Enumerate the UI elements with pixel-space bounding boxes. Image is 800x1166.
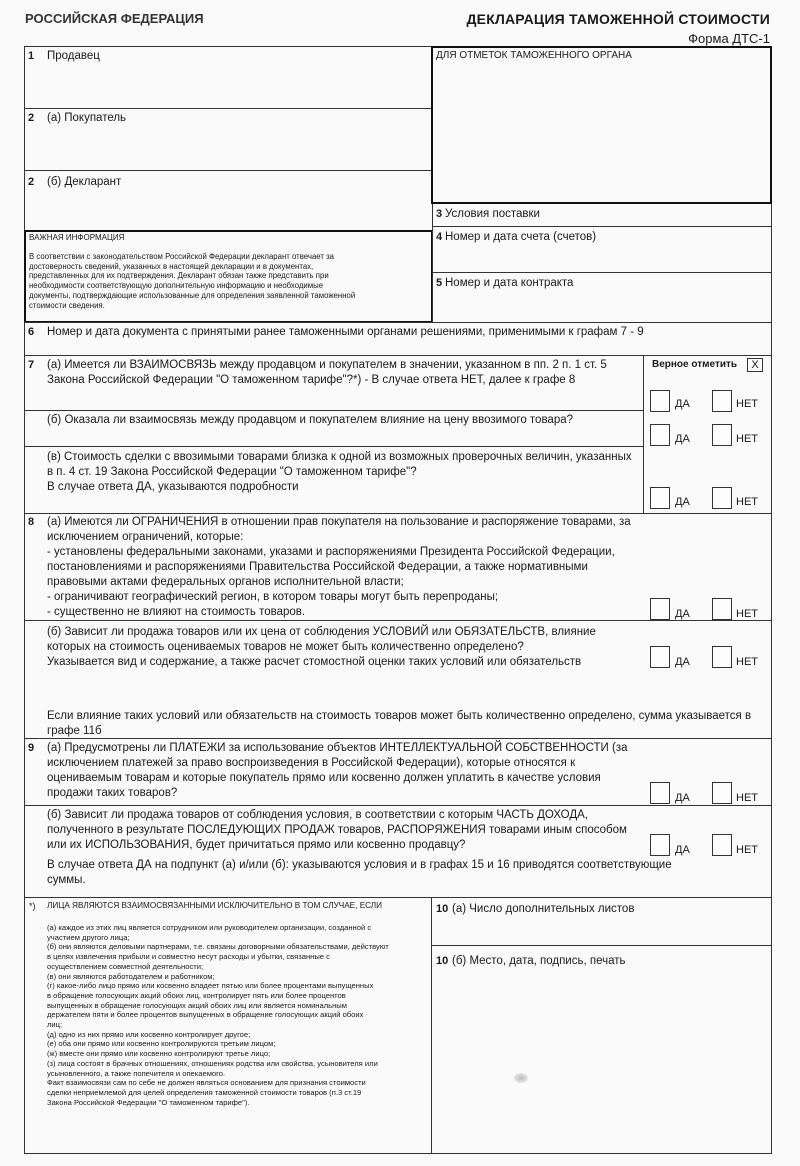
text-line: Факт взаимосвязи сам по себе не должен являться основанием для признания стоимости xyxy=(47,1078,366,1088)
text-line: сделки неприемлемой для целей определения таможенной стоимости товаров (п.3 ст.19 xyxy=(47,1087,362,1097)
checkbox-8b-yes[interactable] xyxy=(650,646,670,668)
section-9-note xyxy=(47,858,672,888)
checkbox-9a-yes[interactable] xyxy=(650,782,670,804)
yes-label: ДА xyxy=(675,608,690,620)
text-line: (а) Имеются ли ОГРАНИЧЕНИЯ в отношении прав покупателя на пользование и распоряжение товарами, за xyxy=(47,516,631,528)
divider xyxy=(24,322,772,323)
text-line: усыновленного, а также попечителя и опекаемого. xyxy=(47,1068,226,1078)
text-line: продажи таких товаров? xyxy=(47,787,178,799)
section-7c-text xyxy=(47,450,632,495)
buyer-field[interactable] xyxy=(28,126,428,168)
checkbox-7a-yes[interactable] xyxy=(650,390,670,412)
divider xyxy=(24,513,772,514)
yes-label: ДА xyxy=(675,656,690,668)
field-1-number: 1 xyxy=(28,50,35,62)
form-number: Форма ДТС-1 xyxy=(688,31,770,46)
footnote-marker: *) xyxy=(29,901,36,911)
text-line: исключением ограничений, которые: xyxy=(47,531,244,543)
text-line: стоимости сведения. xyxy=(29,300,105,310)
text-line: - установлены федеральными законами, указами и распоряжениями Президента Российской Федерации, xyxy=(47,546,615,558)
divider xyxy=(24,170,432,171)
field-10b-number: 10 xyxy=(436,955,449,967)
checkbox-8a-no[interactable] xyxy=(712,598,732,620)
yes-label: ДА xyxy=(675,792,690,804)
text-line: исключением платежей за право воспроизведения в Российской Федерации), которые относятся к xyxy=(47,757,576,769)
yes-label: ДА xyxy=(675,433,690,445)
field-2a-label: (а) Покупатель xyxy=(47,112,127,124)
section-9-number: 9 xyxy=(28,742,35,754)
field-2b-label: (б) Декларант xyxy=(47,176,122,188)
text-line: достоверность сведений, указанных в настоящей декларации и в документах, xyxy=(29,261,314,271)
divider xyxy=(24,620,772,621)
divider xyxy=(24,738,772,739)
text-line: лиц; xyxy=(47,1020,63,1030)
no-label: НЕТ xyxy=(736,496,758,508)
text-line: (б) Оказала ли взаимосвязь между продавцом и покупателем влияние на цену ввозимого товара? xyxy=(47,414,574,426)
text-line: - ограничивают географический регион, в котором товары могут быть перепроданы; xyxy=(47,591,499,603)
text-line: в п. 4 ст. 19 Закона Российской Федерации "О таможенном тарифе"? xyxy=(47,466,417,478)
text-line: участием другого лица; xyxy=(47,932,130,942)
section-7b-text xyxy=(47,413,573,428)
important-info-title: ВАЖНАЯ ИНФОРМАЦИЯ xyxy=(29,233,125,242)
no-label: НЕТ xyxy=(736,608,758,620)
divider xyxy=(24,446,643,447)
field-10a-number: 10 xyxy=(436,903,449,915)
text-line: графе 11б xyxy=(47,725,102,737)
text-line: Закона Российской Федерации "О таможенном тарифе"?*) - В случае ответа НЕТ, далее к графе 8 xyxy=(47,374,576,386)
checkbox-9b-yes[interactable] xyxy=(650,834,670,856)
no-label: НЕТ xyxy=(736,433,758,445)
declarant-field[interactable] xyxy=(28,190,428,228)
text-line: (г) какое-либо лицо прямо или косвенно владеет пятью или более процентами выпущенных xyxy=(47,981,374,991)
checkbox-7b-no[interactable] xyxy=(712,424,732,446)
text-line: (в) Стоимость сделки с ввозимыми товарами близка к одной из возможных проверочных величин, указанных xyxy=(47,451,632,463)
divider xyxy=(24,108,432,109)
seller-field[interactable] xyxy=(28,64,428,106)
x-mark-sample: X xyxy=(747,358,763,372)
mark-instruction: Верное отметить xyxy=(652,359,738,370)
text-line: необходимости соответствующую дополнительную информацию и необходимые xyxy=(29,281,324,291)
divider xyxy=(24,410,643,411)
section-7-number: 7 xyxy=(28,359,35,371)
signature-field[interactable] xyxy=(436,970,766,1148)
checkbox-8a-yes[interactable] xyxy=(650,598,670,620)
yes-label: ДА xyxy=(675,496,690,508)
text-line: (в) они являются работодателем и работником; xyxy=(47,971,215,981)
field-6-label: Номер и дата документа с принятыми ранее таможенными органами решениями, применимыми к графам 7 - 9 xyxy=(47,326,644,338)
text-line: В случае ответа ДА на подпункт (а) и/или (б): указываются условия и в графах 15 и 16 приводятся соответствующие xyxy=(47,859,672,871)
text-line: (з) лица состоят в брачных отношениях, отношениях родства или свойства, усыновителя или xyxy=(47,1058,378,1068)
text-line: суммы. xyxy=(47,874,86,886)
no-label: НЕТ xyxy=(736,844,758,856)
form-title: ДЕКЛАРАЦИЯ ТАМОЖЕННОЙ СТОИМОСТИ xyxy=(466,11,770,27)
divider xyxy=(643,355,644,513)
text-line: (ж) вместе они прямо или косвенно контролируют третье лицо; xyxy=(47,1049,271,1059)
no-label: НЕТ xyxy=(736,792,758,804)
country-label: РОССИЙСКАЯ ФЕДЕРАЦИЯ xyxy=(25,11,204,26)
text-line: документы, подтверждающие использованные для определения заявленной таможенной xyxy=(29,290,356,300)
field-5-number: 5 xyxy=(436,277,443,289)
text-line: Закона Российской Федерации "О таможенном тарифе"). xyxy=(47,1097,250,1107)
divider xyxy=(431,897,432,1154)
divider xyxy=(432,204,433,322)
text-line: (д) одно из них прямо или косвенно контролирует другое; xyxy=(47,1029,251,1039)
text-line: (а) Имеется ли ВЗАИМОСВЯЗЬ между продавцом и покупателем в значении, указанном в пп. 2 п. 1 ст. 5 xyxy=(47,359,607,371)
section-9b-text xyxy=(47,808,627,853)
divider xyxy=(432,272,772,273)
field-3-label: Условия поставки xyxy=(445,208,540,220)
text-line: (б) Зависит ли продажа товаров или их цена от соблюдения УСЛОВИЙ или ОБЯЗАТЕЛЬСТВ, влияние xyxy=(47,626,596,638)
important-info-text xyxy=(29,252,355,310)
field-10a-label: (а) Число дополнительных листов xyxy=(452,903,635,915)
text-line: осуществлением совместной деятельности; xyxy=(47,961,204,971)
field-2a-number: 2 xyxy=(28,112,35,124)
text-line: (а) Предусмотрены ли ПЛАТЕЖИ за использование объектов ИНТЕЛЛЕКТУАЛЬНОЙ СОБСТВЕННОСТИ (за xyxy=(47,742,628,754)
field-4-label: Номер и дата счета (счетов) xyxy=(445,231,597,243)
text-line: - существенно не влияют на стоимость товаров. xyxy=(47,606,306,618)
field-1-label: Продавец xyxy=(47,50,100,62)
section-7a-text xyxy=(47,358,607,388)
text-line: (е) оба они прямо или косвенно контролируются третьим лицом; xyxy=(47,1039,276,1049)
section-8a-text xyxy=(47,515,631,620)
divider xyxy=(24,897,772,898)
field-3-number: 3 xyxy=(436,208,443,220)
section-9a-text xyxy=(47,741,628,801)
footnote-text xyxy=(47,923,389,1107)
text-line: оцениваемым товарам и которые покупатель прямо или косвенно должен уплатить в качестве условия xyxy=(47,772,601,784)
text-line: Указывается вид и содержание, а также расчет стомостной оценки таких условий или обязательств xyxy=(47,656,582,668)
checkbox-9b-no[interactable] xyxy=(712,834,732,856)
text-line: или их ИСПОЛЬЗОВАНИЯ, будет причитаться прямо или косвенно продавцу? xyxy=(47,839,466,851)
field-6-number: 6 xyxy=(28,326,35,338)
field-2b-number: 2 xyxy=(28,176,35,188)
text-line: которых на стоимость оцениваемых товаров не может быть количественно определено? xyxy=(47,641,524,653)
text-line: держателем пяти и более процентов выпущенных в обращение голосующих акций обоих xyxy=(47,1010,364,1020)
field-4-number: 4 xyxy=(436,231,443,243)
checkbox-7c-no[interactable] xyxy=(712,487,732,509)
field-10b-label: (б) Место, дата, подпись, печать xyxy=(452,955,626,967)
text-line: (б) они являются деловыми партнерами, т.е. связаны договорными обязательствами, действуют xyxy=(47,942,389,952)
customs-marks-label: ДЛЯ ОТМЕТОК ТАМОЖЕННОГО ОРГАНА xyxy=(436,50,632,61)
text-line: Если влияние таких условий или обязательств на стоимость товаров может быть количественно определено, сумма указывается в xyxy=(47,710,752,722)
footnote-title: ЛИЦА ЯВЛЯЮТСЯ ВЗАИМОСВЯЗАННЫМИ ИСКЛЮЧИТЕЛЬНО В ТОМ СЛУЧАЕ, ЕСЛИ xyxy=(47,901,383,910)
checkbox-8b-no[interactable] xyxy=(712,646,732,668)
divider xyxy=(432,226,772,227)
yes-label: ДА xyxy=(675,844,690,856)
checkbox-9a-no[interactable] xyxy=(712,782,732,804)
text-line: (б) Зависит ли продажа товаров от соблюдения условия, в соответствии с которым ЧАСТЬ ДОХОДА, xyxy=(47,809,588,821)
checkbox-7b-yes[interactable] xyxy=(650,424,670,446)
text-line: В соответствии с законодательством Российской Федерации декларант отвечает за xyxy=(29,252,335,261)
text-line: в целях извлечения прибыли и совместно несут расходы и убытки, связанные с xyxy=(47,952,330,962)
no-label: НЕТ xyxy=(736,398,758,410)
field-5-label: Номер и дата контракта xyxy=(445,277,574,289)
text-line: В случае ответа ДА, указываются подробности xyxy=(47,481,299,493)
text-line: правовыми актами федеральных органов исполнительной власти; xyxy=(47,576,404,588)
customs-marks-box xyxy=(431,46,772,204)
divider xyxy=(24,805,772,806)
divider xyxy=(24,355,772,356)
text-line: представленных для их подтверждения. Декларант обязан также представить при xyxy=(29,271,329,281)
scan-smudge xyxy=(514,1073,528,1083)
text-line: выпущенных в обращение голосующих акций обоих лиц или является номинальным xyxy=(47,1000,347,1010)
text-line: в обращение голосующих акций обоих лиц, контролирует пять или более процентов xyxy=(47,990,346,1000)
additional-sheets-field[interactable] xyxy=(436,918,766,942)
yes-label: ДА xyxy=(675,398,690,410)
text-line: (а) каждое из этих лиц является сотрудником или руководителем организации, созданной с xyxy=(47,923,372,932)
divider xyxy=(431,945,772,946)
section-8-number: 8 xyxy=(28,516,35,528)
text-line: постановлениями и распоряжениями Правительства Российской Федерации, а также нормативными xyxy=(47,561,588,573)
section-8-note xyxy=(47,709,751,739)
text-line: полученного в результате ПОСЛЕДУЮЩИХ ПРОДАЖ товаров, РАСПОРЯЖЕНИЯ товарами иным способом xyxy=(47,824,627,836)
checkbox-7a-no[interactable] xyxy=(712,390,732,412)
section-8b-text xyxy=(47,625,596,670)
checkbox-7c-yes[interactable] xyxy=(650,487,670,509)
no-label: НЕТ xyxy=(736,656,758,668)
